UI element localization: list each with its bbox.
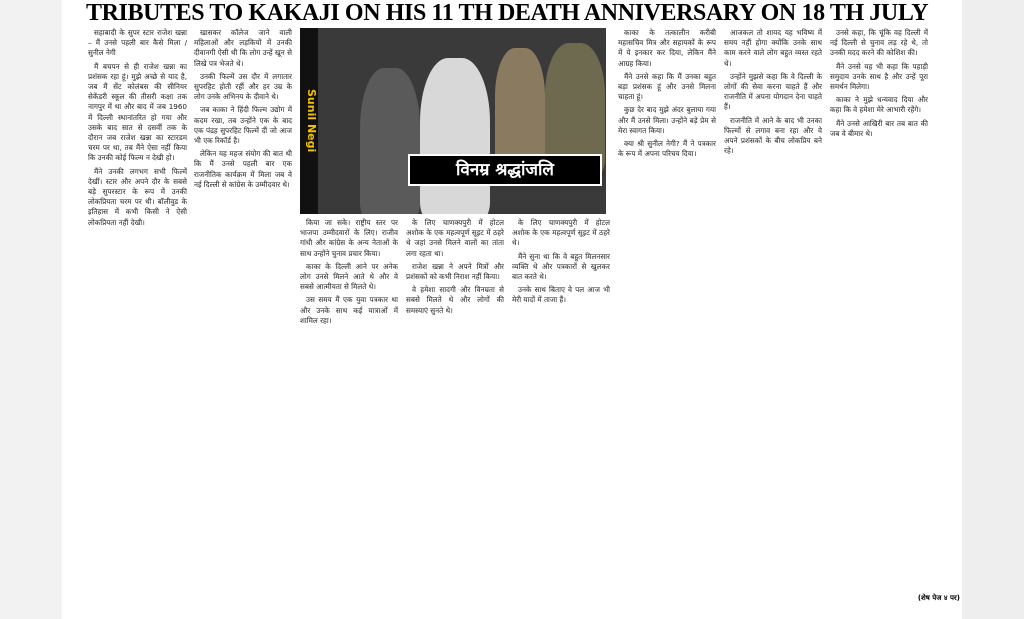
person-figure xyxy=(420,58,490,214)
paragraph: क्या श्री सुनील नेगी? मैं ने पत्रकार के रूप में अपना परिचय दिया। xyxy=(618,139,716,159)
paragraph: राजेश खन्ना ने अपने मित्रों और प्रशंसकों को कभी निराश नहीं किया। xyxy=(406,261,504,282)
column-7 xyxy=(724,28,822,590)
paragraph: सहाबादी के सुपर स्टार राजेश खन्ना – मैं उनसे पहली बार कैसे मिला / सुनील नेगी xyxy=(88,28,187,58)
person-figure xyxy=(495,48,545,168)
paragraph: मैंने उनसे यह भी कहा कि पहाड़ी समुदाय उनके साथ है और उन्हें पूरा समर्थन मिलेगा। xyxy=(830,61,928,92)
column-6 xyxy=(618,28,716,590)
paragraph: खासकर कॉलेज जाने वाली महिलाओं और लड़कियों में उनकी दीवानगी ऐसी थी कि लोग उन्हें खून से लिखे पत्र भेजते थे। xyxy=(194,28,292,68)
person-figure xyxy=(360,68,420,214)
column-4 xyxy=(406,218,504,590)
column-2 xyxy=(194,28,292,590)
paragraph: लेकिन यह महज संयोग की बात थी कि मैं उनसे पहली बार एक राजनीतिक कार्यक्रम में मिला जब वे नई दिल्ली से कांग्रेस के उम्मीदवार थे। xyxy=(194,149,292,189)
paragraph: उन्होंने मुझसे कहा कि वे दिल्ली के लोगों की सेवा करना चाहते हैं और राजनीति में अपना योगदान देना चाहते हैं। xyxy=(724,71,822,112)
column-5 xyxy=(512,218,610,590)
paragraph: कुछ देर बाद मुझे अंदर बुलाया गया और मैं उनसे मिला। उन्होंने बड़े प्रेम से मेरा स्वागत किया। xyxy=(618,105,716,135)
photo-caption: विनम्र श्रद्धांजलि xyxy=(408,154,602,186)
paragraph: काका ने मुझे धन्यवाद दिया और कहा कि वे हमेशा मेरे आभारी रहेंगे। xyxy=(830,95,928,115)
right-margin xyxy=(962,0,1024,619)
paragraph: किया जा सके। राष्ट्रीय स्तर पर भाजपा उम्मीदवारों के लिए। राजीव गांधी और कांग्रेस के अन्य नेताओं के साथ उन्होंने चुनाव प्रचार किया। xyxy=(300,218,398,258)
continued-note: (शेष पेज ४ पर) xyxy=(917,594,960,602)
paragraph: जब काका ने हिंदी फिल्म उद्योग में कदम रखा, तब उन्होंने एक के बाद एक पंद्रह सुपरहिट फिल्में दीं जो आज भी एक रिकॉर्ड है। xyxy=(194,105,292,146)
column-1 xyxy=(88,28,187,590)
column-8 xyxy=(830,28,928,590)
headline: TRIBUTES TO KAKAJI ON HIS 11 TH DEATH ANNIVERSARY ON 18 TH JULY xyxy=(86,0,929,26)
paragraph: काका के दिल्ली आने पर अनेक लोग उनसे मिलने आते थे और वे सबसे आत्मीयता से मिलते थे। xyxy=(300,261,398,292)
paragraph: वे हमेशा सादगी और विनम्रता से सबसे मिलते थे और लोगों की समस्याएं सुनते थे। xyxy=(406,285,504,315)
tribute-photo xyxy=(300,28,606,214)
paragraph: आजकल तो शायद यह भविष्य में समय नहीं होगा क्योंकि उनके साथ काम करने वाले लोग बहुत व्यस्त रहते थे। xyxy=(724,28,822,68)
paragraph: के लिए चाणक्यपुरी में होटल अशोक के एक महत्वपूर्ण सूइट में ठहरे थे जहां उनसे मिलने वालों का तांता लगा रहता था। xyxy=(406,218,504,258)
paragraph: मैंने उनसे आखिरी बार तब बात की जब वे बीमार थे। xyxy=(830,118,928,138)
paragraph: राजनीति में आने के बाद भी उनका फिल्मों से लगाव बना रहा और वे अपने प्रशंसकों के बीच लोकप्रिय बने रहे। xyxy=(724,115,822,156)
left-margin xyxy=(0,0,62,619)
paragraph: उनके साथ बिताए वे पल आज भी मेरी यादों में ताजा हैं। xyxy=(512,285,610,305)
paragraph: उनकी फिल्में उस दौर में लगातार सुपरहिट होती रहीं और हर उम्र के लोग उनके अभिनय के दीवाने थे। xyxy=(194,71,292,102)
paragraph: काका के तत्कालीन करीबी महासचिव मित्र और सहायकों के रूप में ये इनकार कर दिया, लेकिन मैंने आग्रह किया। xyxy=(618,28,716,68)
paragraph: मैंने उनसे कहा कि मैं उनका बहुत बड़ा प्रशंसक हूं और उनसे मिलना चाहता हूं। xyxy=(618,71,716,102)
photo-credit: Sunil Negi xyxy=(300,28,318,214)
paragraph: मैंने सुना था कि वे बहुत मिलनसार व्यक्ति थे और पत्रकारों से खुलकर बात करते थे। xyxy=(512,251,610,282)
paragraph: के लिए चाणक्यपुरी में होटल अशोक के एक महत्वपूर्ण सूइट में ठहरे थे। xyxy=(512,218,610,248)
paragraph: मैं बचपन से ही राजेश खन्ना का प्रशंसक रहा हूं। मुझे अच्छे से याद है, जब मैं सेंट कोलंबस की सीनियर सेकेंडरी स्कूल की तीसरी कक्षा तक नागपुर में था और बाद में जब 1960 में दिल्ली स्थानांतरित हो गया और उसके बाद सात से दसवीं तक के दौरान जब राजेश खन्ना का स्टारडम चरम पर था, तब मैंने ऐसा नहीं किया कि उनकी कोई फिल्म न देखी हो। xyxy=(88,61,187,163)
column-3 xyxy=(300,218,398,590)
paragraph: उस समय मैं एक युवा पत्रकार था और उनके साथ कई यात्राओं में शामिल रहा। xyxy=(300,295,398,325)
paragraph: मैंने उनकी लगभग सभी फिल्में देखीं। स्टार और अपने दौर के सबसे बड़े सुपरस्टार के रूप में उनकी लोकप्रियता चरम पर थी। बॉलीवुड के इतिहास में कभी किसी ने ऐसी लोकप्रियता नहीं देखी। xyxy=(88,166,187,227)
paragraph: उनसे कहा, कि चूंकि वह दिल्ली में नई दिल्ली से चुनाव लड़ रहे थे, तो उनकी मदद करने की कोशिश की। xyxy=(830,28,928,58)
